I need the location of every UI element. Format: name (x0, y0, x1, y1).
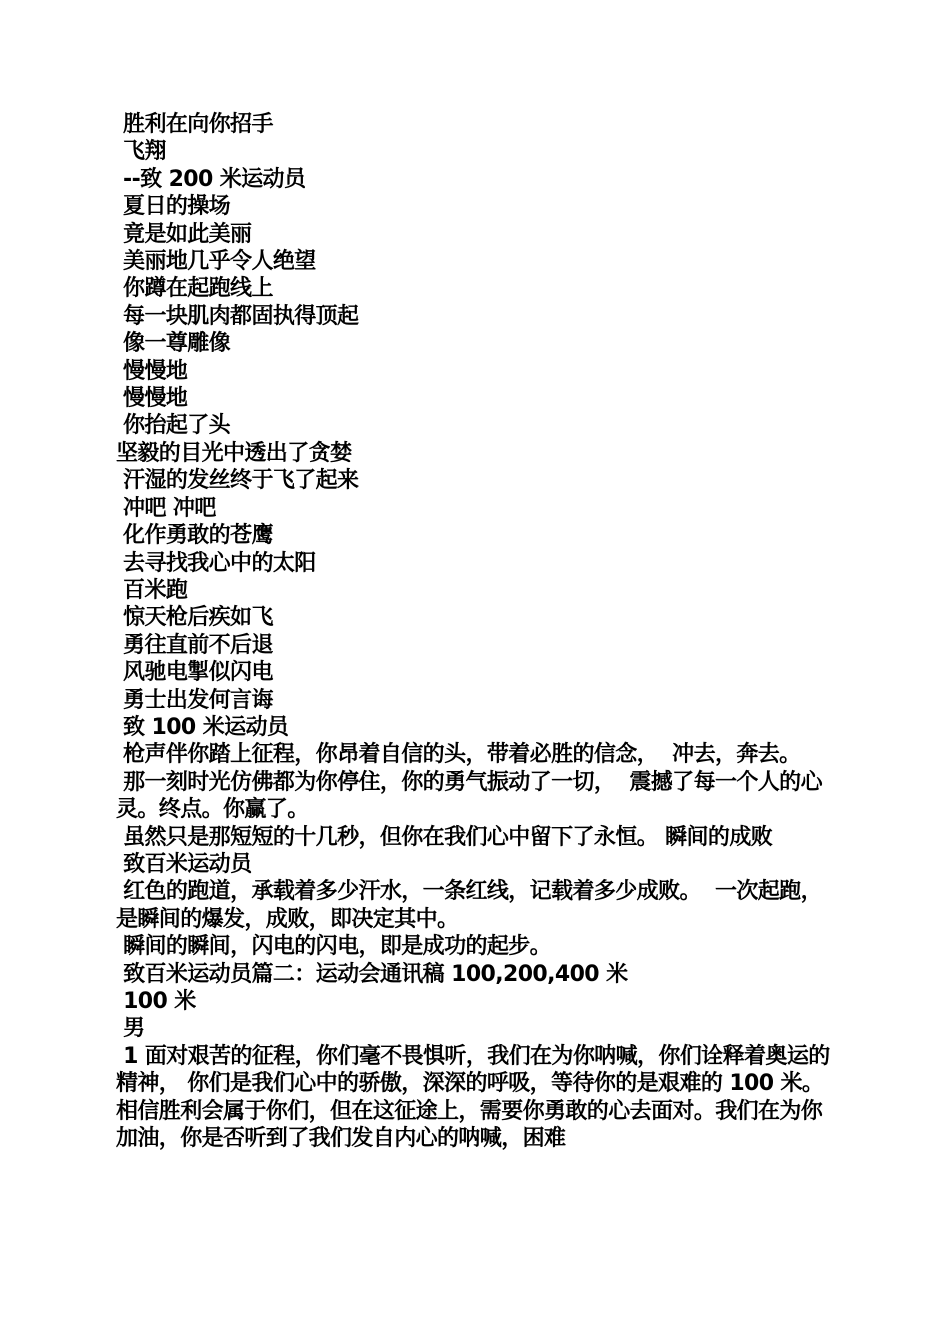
text-line: 化作勇敢的苍鹰 (116, 523, 273, 549)
text-line: 你蹲在起跑线上 (116, 276, 273, 302)
text-line: 胜利在向你招手 (116, 112, 273, 137)
paragraph: 致百米运动员 (116, 851, 252, 877)
text-line: 汗湿的发丝终于飞了起来 (116, 468, 359, 494)
text-line: 慢慢地 (116, 386, 188, 412)
document-body (116, 111, 838, 1152)
text-line: 去寻找我心中的太阳 (116, 550, 316, 576)
paragraph: 1 面对艰苦的征程，你们毫不畏惧听，我们在为你呐喊，你们诠释着奥运的精神， 你们是我们心中的骄傲，深深的呼吸，等待你的是艰难的 100 米。相信胜利会属于你们，但在这征途上，需要你勇敢的心去面对。我们在为你加油，你是否听到了我们发自内心的呐喊，困难 (116, 1043, 830, 1152)
paragraph: 致百米运动员篇二：运动会通讯稿 100,200,400 米 (116, 961, 628, 987)
text-line: 风驰电掣似闪电 (116, 660, 273, 686)
paragraph: 枪声伴你踏上征程，你昂着自信的头，带着必胜的信念， 冲去，奔去。 (116, 742, 801, 768)
text-line: 夏日的操场 (116, 194, 231, 220)
text-line: 每一块肌肉都固执得顶起 (116, 303, 359, 329)
text-line: 像一尊雕像 (116, 331, 231, 357)
text-line: 惊天枪后疾如飞 (116, 605, 273, 631)
text-line: 勇士出发何言诲 (116, 687, 273, 713)
text-line: 竟是如此美丽 (116, 221, 252, 247)
text-line: 冲吧 冲吧 (116, 495, 216, 521)
paragraph: 100 米 (116, 989, 196, 1014)
text-line: 慢慢地 (116, 358, 188, 384)
text-line: --致 200 米运动员 (116, 166, 306, 192)
text-line: 美丽地几乎令人绝望 (116, 249, 316, 275)
paragraph: 瞬间的瞬间，闪电的闪电，即是成功的起步。 (116, 934, 552, 960)
paragraph: 虽然只是那短短的十几秒，但你在我们心中留下了永恒。 瞬间的成败 (116, 824, 773, 850)
paragraph: 男 (116, 1016, 145, 1042)
paragraph: 红色的跑道，承载着多少汗水，一条红线，记载着多少成败。 一次起跑，是瞬间的爆发，成败，即决定其中。 (116, 879, 822, 932)
text-line: 坚毅的目光中透出了贪婪 (116, 440, 352, 466)
text-line: 飞翔 (116, 139, 166, 165)
text-line: 勇往直前不后退 (116, 632, 273, 658)
paragraph: 那一刻时光仿佛都为你停住，你的勇气振动了一切， 震撼了每一个人的心灵。终点。你赢了。 (116, 769, 822, 823)
text-line: 致 100 米运动员 (116, 714, 289, 740)
text-line: 百米跑 (116, 577, 188, 603)
text-line: 你抬起了头 (116, 413, 231, 439)
